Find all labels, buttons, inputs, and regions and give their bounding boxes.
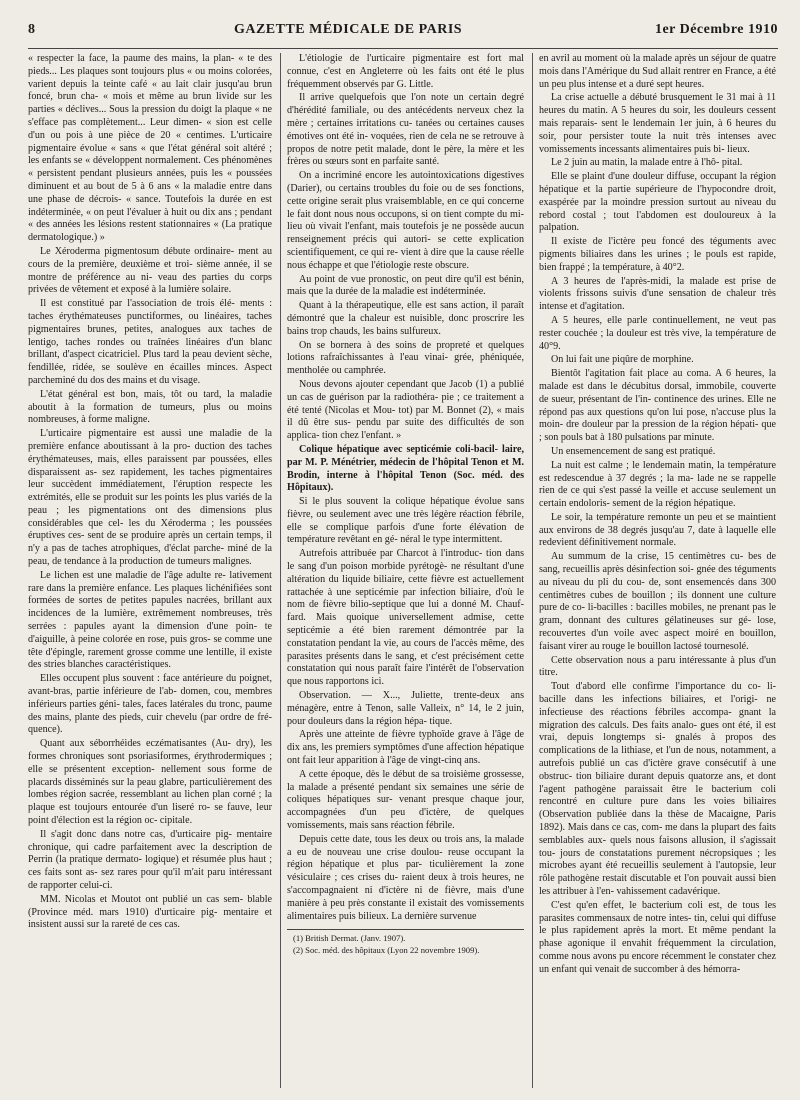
paragraph: La crise actuelle a débuté brusquement le 31 mai à 11 heures du matin. A 5 heures du soir, les douleurs cessent mais reparais- sent le lendemain 1er juin, à 6 heures du soir, pour persister toute la nuit très intenses avec vomissements incessants alimentaires puis bi- lieux. — [539, 92, 776, 155]
paragraph: Au summum de la crise, 15 centimètres cu- bes de sang, recueillis après désinfection soi- gnée des téguments au niveau du pli du cou- de, sont ensemencés dans 300 centimètres cubes de bouillon ; ils donnent une culture pure de co- li-bacilles : bacilles mobiles, ne prenant pas le gram, donnant des cultures gélatineuses sur gé- lose, recouvertes d'un voile avec aspect moiré en bouillon, faisant virer au rouge le bouillon lactosé tournesolé. — [539, 551, 776, 652]
paragraph: Observation. — X..., Juliette, trente-deux ans ménagère, entre à Tenon, salle Valleix, n° 14, le 2 juin, pour douleurs dans la région hépa- tique. — [287, 690, 524, 727]
column-3 — [532, 53, 776, 1088]
footnote: (1) British Dermat. (Janv. 1907). — [293, 933, 406, 944]
paragraph: L'urticaire pigmentaire est aussi une maladie de la première enfance aboutissant à la pro- duction des taches érythémateuses, mais, elles paraissent par poussées, elles disparaissent as- sez rapidement, les taches pigmentaires leur succèdent immédiatement, l'éruption respecte les extrémités, elle se produit sur les points les plus variés de la peau ; les pigmentations ont des dimensions plus considérables que cel- les du Xéroderma ; les poussées éruptives ces- sent de se produire après un certain temps, il n'y a pas de taches atrophiques, d'éclat parche- miné de la peau, de tendance à la production de tumeurs malignes. — [28, 428, 272, 568]
paragraph: Cette observation nous a paru intéressante à plus d'un titre. — [539, 654, 776, 679]
paragraph: Le 2 juin au matin, la malade entre à l'hô- pital. — [551, 157, 743, 169]
paragraph: Au point de vue pronostic, on peut dire qu'il est bénin, mais que la durée de la maladie est indéterminée. — [287, 273, 524, 298]
paragraph: A 5 heures, elle parle continuellement, ne veut pas rester couchée ; la douleur est très vive, la température de 40°9. — [539, 314, 776, 352]
paragraph: On a incriminé encore les autointoxications digestives (Darier), ou certains troubles du foie ou de ses fonctions, cette origine serait plus vraisemblable, en ce qui concerne le fait dont nous nous occupons, si on tient compte du mi- lieu où vivait l'enfant, mais toutefois je ne possède aucun renseignement précis qui autori- se cette explication scientifiquement, ce qui re- vient à dire que la cause réelle nous échappe et que l'étiologie reste obscure. — [287, 170, 524, 271]
columns — [28, 48, 778, 1088]
paragraph: Si le plus souvent la colique hépatique évolue sans fièvre, ou seulement avec une très légère réaction fébrile, elle se complique parfois d'une forte élévation de température revêtant en gé- néral le type intermittent. — [287, 496, 524, 546]
paragraph: Nous devons ajouter cependant que Jacob (1) a publié un cas de guérison par la radiothéra- pie ; ce traitement a été tenté (Nicolas et Mou- tot) par M. Bonnet (2), « mais il dû être sus- pendu par suite des difficultés de son applica- tion chez l'enfant. » — [287, 378, 524, 442]
paragraph: A cette époque, dès le début de sa troisième grossesse, la malade a présenté pendant six semaines une série de coliques hépatiques sur- venant presque chaque jour, accompagnées d'un peu d'ictère, de quelques vomissements, mais sans réaction fébrile. — [287, 768, 524, 832]
paragraph: C'est qu'en effet, le bacterium coli est, de tous les parasites commensaux de notre intes- tin, celui qui diffuse le plus rapidement après la mort. Et même pendant la phase agonique il envahit fréquemment la circulation, comme nous avons pu encore récemment le constater chez un enfant qui venait de succomber à des hémorra- — [539, 899, 776, 975]
paragraph: A 3 heures de l'après-midi, la malade est prise de violents frissons suivis d'une sensation de chaleur très intense et d'agitation. — [539, 275, 776, 313]
paragraph: Après une atteinte de fièvre typhoïde grave à l'âge de dix ans, les premiers symptômes d'une affection hépatique ont fait leur apparition à l'âge de vingt-cinq ans. — [287, 729, 524, 767]
footnote: (2) Soc. méd. des hôpitaux (Lyon 22 novembre 1909). — [293, 945, 480, 956]
paragraph: Bientôt l'agitation fait place au coma. A 6 heures, la malade est dans le décubitus dorsal, immobile, couverte de sueur, présentant de l'in- continence des urines. Elle ne répond pas aux questions qu'on lui pose, n'accuse plus la moin- dre douleur par la pression de la région hépati- que ; son pouls bat à 180 pulsations par minute. — [539, 368, 776, 444]
paragraph: Elles occupent plus souvent : face antérieure du poignet, avant-bras, partie inférieure de l'ab- domen, cou, membres inférieurs parties géni- tales, faces latérales du tronc, paume des mains, plante des pieds, cuir chevelu (par ordre de fré- quence). — [28, 673, 272, 736]
paragraph: Il s'agit donc dans notre cas, d'urticaire pig- mentaire chronique, qui cadre parfaitement avec la description de Perrin (la pratique dermato- logique) et résumée plus haut ; ces faits sont as- sez rares pour qu'il m'ait paru intéressant de rapporter celui-ci. — [28, 828, 272, 891]
paragraph: Quant à la thérapeutique, elle est sans action, il paraît démontré que la chaleur est nuisible, donc proscrire les bains trop chauds, les bains sulfureux. — [287, 300, 524, 337]
issue-date: 1er Décembre 1910 — [654, 22, 778, 37]
paragraph: MM. Nicolas et Moutot ont publié un cas sem- blable (Province méd. mars 1910) d'urticaire pig- mentaire et insistent aussi sur la rareté de ces cas. — [28, 893, 272, 931]
paragraph: Le soir, la température remonte un peu et se maintient aux environs de 38 degrés jusqu'au 7, date à laquelle elle redevient définitivement normale. — [539, 511, 776, 549]
paragraph: Autrefois attribuée par Charcot à l'introduc- tion dans le sang d'un poison morbide pyrétogè- ne résultant d'une altération du liquide biliaire, cette fièvre est actuellement rattachée à une septicémie par infection biliaire, d'où le nom de fièvre bilio-septique que lui a donné M. Chauf- fard. Mais quoique universellement admise, cette septicémie a été bien rarement démontrée par la constatation pendant la vie, au cours de l'accès même, des parasites présents dans le sang, et c'est précisément cette constatation qui nous paraît faire l'intérêt de l'observation que nous rapportons ici. — [287, 548, 524, 688]
page-number: 8 — [28, 22, 36, 37]
paragraph: Il est constitué par l'association de trois élé- ments : taches érythémateuses punctiformes, ou linéaires, taches pigmentaires brunes, petites, analogues aux taches de lentigo, taches rondes ou traînées linéaires d'un blanc brillant, d'aspect cicatriciel. Plus tard la peau devient sèche, fendillée, ridée, se soulève en écailles minces. Aspect parcheminé du dos des mains et du visage. — [28, 298, 272, 386]
paragraph: Un ensemencement de sang est pratiqué. — [551, 445, 716, 457]
paragraph: On se bornera à des soins de propreté et quelques lotions rafraîchissantes à l'eau vinai- grée, phéniquée, mentholée ou camphrée. — [287, 339, 524, 377]
paragraph: Il arrive quelquefois que l'on note un certain degré d'hérédité familiale, ou des antécédents nerveux chez la mère ; certaines irritations cu- tanées ou certaines causes émotives ont été in- voquées, rien de cela ne se retrouve à propos de notre petit malade, dont le père, la mère et les frères ou sœurs sont en parfaite santé. — [287, 92, 524, 168]
paragraph: On lui fait une piqûre de morphine. — [551, 354, 694, 366]
paragraph: Le lichen est une maladie de l'âge adulte re- lativement rare dans la première enfance. Les plaques lichénifiées sont formées de sortes de petites papules nacrées, brillant aux incidences de la lumière, extrêmement nombreuses, très serrées : papules ayant la dimension d'une poin- te d'aiguille, à peine colorée en rose, puis gros- se comme une tête d'épingle, rarement grosse comme une lentille, il existe des stries blanches caractéristiques. — [28, 569, 272, 671]
paragraph: L'étiologie de l'urticaire pigmentaire est fort mal connue, c'est en Angleterre où les faits ont été le plus fréquemment observés par G. Little. — [287, 53, 524, 90]
column-2 — [280, 53, 524, 1088]
paragraph: Il existe de l'ictère peu foncé des téguments avec pigments biliaires dans les urines ; le pouls est rapide, bien frappé ; la température, à 40°2. — [539, 236, 776, 273]
paragraph: Depuis cette date, tous les deux ou trois ans, la malade a eu de nouveau une crise doulou- reuse occupant la région hépatique et plus par- ticulièrement la zone vésiculaire ; ces crises du- raient deux à trois heures, ne s'accompagnaient ni d'ictère ni de fièvre, mais d'une manière à peu près constante il existait des vomissements alimentaires puis bilieux. La dernière survenue — [287, 833, 524, 922]
paragraph: Quant aux séborrhéides eczématisantes (Au- dry), les formes chroniques sont psoriasiformes, érythrodermiques ; elle se présentent exception- nellement sous forme de placards disséminés sur la peau glabre, particulièrement des lombes région sacrée, ressemblant au lichen plan corné ; la plaque est toujours entourée d'un liseré ro- se fauve, leur point d'élection est la région oc- cipitale. — [28, 738, 272, 827]
paragraph: Elle se plaint d'une douleur diffuse, occupant la région hépatique et la partie supérieure de l'hypocondre droit, exaspérée par la moindre pression surtout au niveau du rebord costal ; tout l'abdomen est douloureux à la palpation. — [539, 171, 776, 234]
paragraph: L'état général est bon, mais, tôt ou tard, la maladie aboutit à la formation de tumeurs, plus ou moins nombreuses, à forme maligne. — [28, 388, 272, 426]
paragraph: Tout d'abord elle confirme l'importance du co- li-bacille dans les infections biliaires, et l'origi- ne infectieuse des réactions fébriles accompa- gnant la migration des calculs. Des faits analo- gues ont été, il est vrai, depuis longtemps si- gnalés à propos des complications de la lithiase, et l'un de nous, notamment, a autrefois publié un cas d'ictère grave consécutif à une obstruc- tion biliaire durant depuis quatorze ans, et dont l'agent pathogène paraissait être le bacterium coli rencontré en culture pure dans les voies biliaires (Observation publiée dans la thèse de Macaigne, Paris 1892). Mais dans ce cas, com- me dans la plupart des faits semblables aux- quels nous faisons allusion, il s'agissait tou- jours de constatations purement nécropsiques ; les microbes ayant été recueillis seulement à l'autopsie, leur rôle pathogène restait discutable et l'on pouvait aussi bien les attribuer à l'en- vahissement cadavérique. — [539, 681, 776, 897]
article-title: Colique hépatique avec septicémie coli-bacil- laire, par M. P. Ménétrier, médecin de l'hôpital Tenon et M. Brodin, interne à l'hôpital Tenon (Soc. méd. des Hôpitaux). — [287, 443, 524, 494]
publication-title: GAZETTE MÉDICALE DE PARIS — [233, 22, 463, 37]
paragraph: en avril au moment où la malade après un séjour de quatre mois dans l'Amérique du Sud allait rentrer en France, a été un peu plus intense et a duré sept heures. — [539, 53, 776, 90]
footnotes — [287, 929, 524, 956]
paragraph: La nuit est calme ; le lendemain matin, la température est redescendue à 37 degrés ; la ma- lade ne se rappelle rien de ce qui s'est passé la veille et accuse seulement un certain endoloris- sement de la région hépatique. — [539, 459, 776, 510]
paragraph: « respecter la face, la paume des mains, la plan- « te des pieds... Les plaques sont toujours plus « ou moins colorées, varient depuis la teinte café « au lait clair jusqu'au brun foncé, brun cha- « mois et même au brun livide sur les parties « déclives... Sous la pression du doigt la plaque « ne s'efface pas complètement... Leur dimen- « sion est celle d'un ou pois à une pièce de 20 « centimes. L'urticaire pigmentaire évolue « sans « que l'état général soit altéré ; les enfants se « développent normalement. Ces phénomènes « persistent pendant plusieurs années, puis les « poussées diminuent et au bout de 5 à 6 ans « la maladie entre dans une phase de décrois- « sance. Toutefois la durée en est indéterminée, « on peut l'évaluer à huit ou dix ans ; pendant « des années les lésions restent stationnaires « (La pratique dermatologique.) » — [28, 53, 272, 244]
column-1 — [28, 53, 272, 1088]
paragraph: Le Xéroderma pigmentosum débute ordinaire- ment au cours de la première, deuxième et troi- sième année, il se montre de préférence au ni- veau des parties du corps privées de vêtement et exposé à la lumière solaire. — [28, 245, 272, 296]
page-header — [28, 22, 778, 48]
